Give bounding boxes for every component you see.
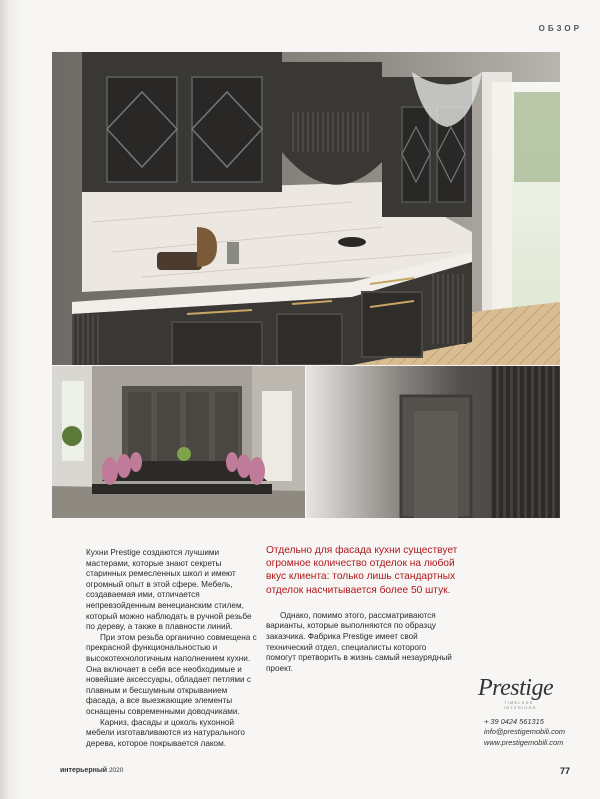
footer-magazine bbox=[60, 767, 123, 774]
left-text-column bbox=[86, 548, 258, 749]
dining-illustration bbox=[52, 366, 305, 518]
cabinet-detail-photo bbox=[306, 366, 560, 518]
dining-room-photo bbox=[52, 366, 305, 518]
paragraph: Однако, помимо этого, рассматриваются варианты, которые выполняются по образцу заказчика. Фабрика Prestige имеет свой технический отдел, специалисты которого помогут претворить в жизнь самый незаурядный проект. bbox=[266, 610, 452, 673]
pull-quote: Отдельно для фасада кухни существует огромное количество отделок на любой вкус клиента: только лишь стандартных отделок насчитывается более 50 штук. bbox=[266, 545, 458, 596]
right-text-column bbox=[266, 544, 458, 674]
paragraph: Карниз, фасады и цоколь кухонной мебели изготавливаются из натурального дерева, которое покрывается лаком. bbox=[86, 717, 245, 748]
section-label: ОБЗОР bbox=[538, 24, 582, 33]
brand-tagline: TIMELESS INTERIORS bbox=[504, 700, 537, 710]
paragraph: При этом резьба органично совмещена с прекрасной функциональностью и высокотехнологичным наполнением кухни. Она включает в себя все необходимые и новейшие аксессуары, обладает петлями с плавным и бесшумным открыванием фасада, а все выезжающие элементы оснащены современными доводчиками. bbox=[86, 632, 257, 716]
brand-name: Prestige bbox=[478, 675, 554, 701]
brand-logo bbox=[478, 676, 568, 710]
phone-number: + 39 0424 561315 bbox=[484, 717, 544, 726]
website-link[interactable]: www.prestigemobili.com bbox=[484, 737, 564, 747]
detail-illustration bbox=[306, 366, 560, 518]
magazine-year: 2020 bbox=[108, 767, 124, 774]
magazine-name: интерьерный bbox=[60, 767, 108, 774]
paragraph: Кухни Prestige создаются лучшими мастерами, которые знают секреты старинных ремесленных школ и имеют огромный опыт в этой сфере. Мебель, создаваемая ими, отличается непревзойденным венецианским стилем, который можно наблюдать в ручной резьбе по дереву, а также в плавности линий. bbox=[86, 548, 252, 632]
contact-info bbox=[484, 717, 584, 748]
page-number: 77 bbox=[559, 766, 570, 776]
email-link[interactable]: info@prestigemobili.com bbox=[484, 727, 566, 737]
kitchen-illustration bbox=[52, 52, 560, 365]
kitchen-main-photo bbox=[52, 52, 560, 365]
